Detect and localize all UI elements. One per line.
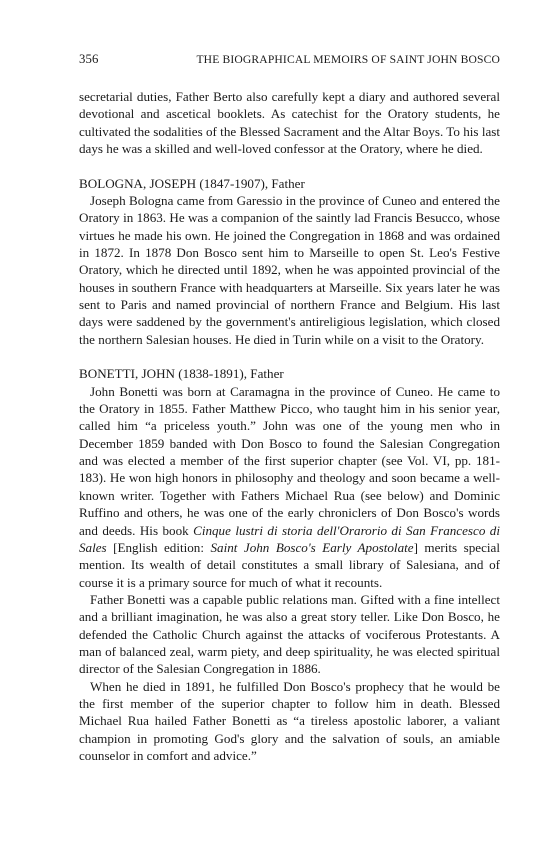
- english-book-title: Saint John Bosco's Early Apostolate: [210, 539, 414, 555]
- bonetti-text-part-1: John Bonetti was born at Caramagna in the province of Cuneo. He came to the Oratory in 1855. Father Matthew Picco, who taught him in his senior year, called him “a priceless youth.” John was one of the young men who in December 1859 banded with Don Bosco to found the Salesian Congregation and was elected a member of the first superior chapter (see Vol. VI, pp. 181-183). He won high honors in philosophy and theology and soon became a well-known writer. Together with Fathers Michael Rua (see below) and Dominic Ruffino and others, he was one of the early chroniclers of Don Bosco's words and deeds. His book: [79, 383, 500, 538]
- bonetti-entry-paragraph-1: [79, 383, 500, 591]
- berto-continuation-paragraph: secretarial duties, Father Berto also carefully kept a diary and authored several devotional and ascetical booklets. As catechist for the Oratory students, he cultivated the sodalities of the Blessed Sacrament and the Altar Boys. To his last days he was a skilled and well-loved confessor at the Oratory, where he died.: [79, 89, 500, 157]
- bonetti-text-part-3: ] merits special mention. Its wealth of detail constitutes a small library of Salesiana, and of course it is a primary source for much of what it recounts.: [79, 539, 500, 590]
- page-number: 356: [79, 52, 99, 66]
- page-body: [79, 88, 500, 764]
- bonetti-text-part-2: [English edition:: [106, 539, 211, 555]
- bonetti-entry-heading: BONETTI, JOHN (1838-1891), Father: [79, 366, 284, 382]
- running-title: THE BIOGRAPHICAL MEMOIRS OF SAINT JOHN BOSCO: [196, 53, 500, 66]
- bonetti-entry-paragraph-3: When he died in 1891, he fulfilled Don Bosco's prophecy that he would be the first member of the superior chapter to follow him in death. Blessed Michael Rua hailed Father Bonetti as “a tireless apostolic laborer, a valiant champion in promoting God's glory and the salvation of souls, an amiable counselor in comfort and advice.”: [79, 678, 500, 763]
- bonetti-entry-paragraph-2: Father Bonetti was a capable public relations man. Gifted with a fine intellect and a brilliant imagination, he was also a great story teller. Like Don Bosco, he defended the Catholic Church against the attacks of vociferous Protestants. A man of balanced zeal, warm piety, and deep spirituality, he was elected spiritual director of the Salesian Congregation in 1886.: [79, 591, 500, 677]
- running-header: [79, 52, 500, 67]
- bologna-entry-heading: BOLOGNA, JOSEPH (1847-1907), Father: [79, 175, 305, 191]
- italian-book-title: Cinque lustri di storia dell'Orarorio di San Francesco di Sales: [79, 522, 500, 555]
- bologna-entry-paragraph: Joseph Bologna came from Garessio in the province of Cuneo and entered the Oratory in 1863. He was a companion of the saintly lad Francis Besucco, whose virtues he made his own. He joined the Congregation in 1868 and was ordained in 1872. In 1878 Don Bosco sent him to Marseille to open St. Leo's Festive Oratory, which he directed until 1892, when he was appointed provincial of the houses in southern France with headquarters at Marseille. Six years later he was sent to Paris and named provincial of northern France and Belgium. His last days were saddened by the government's antireligious legislation, which closed the northern Salesian houses. He died in Turin while on a visit to the Oratory.: [79, 193, 500, 347]
